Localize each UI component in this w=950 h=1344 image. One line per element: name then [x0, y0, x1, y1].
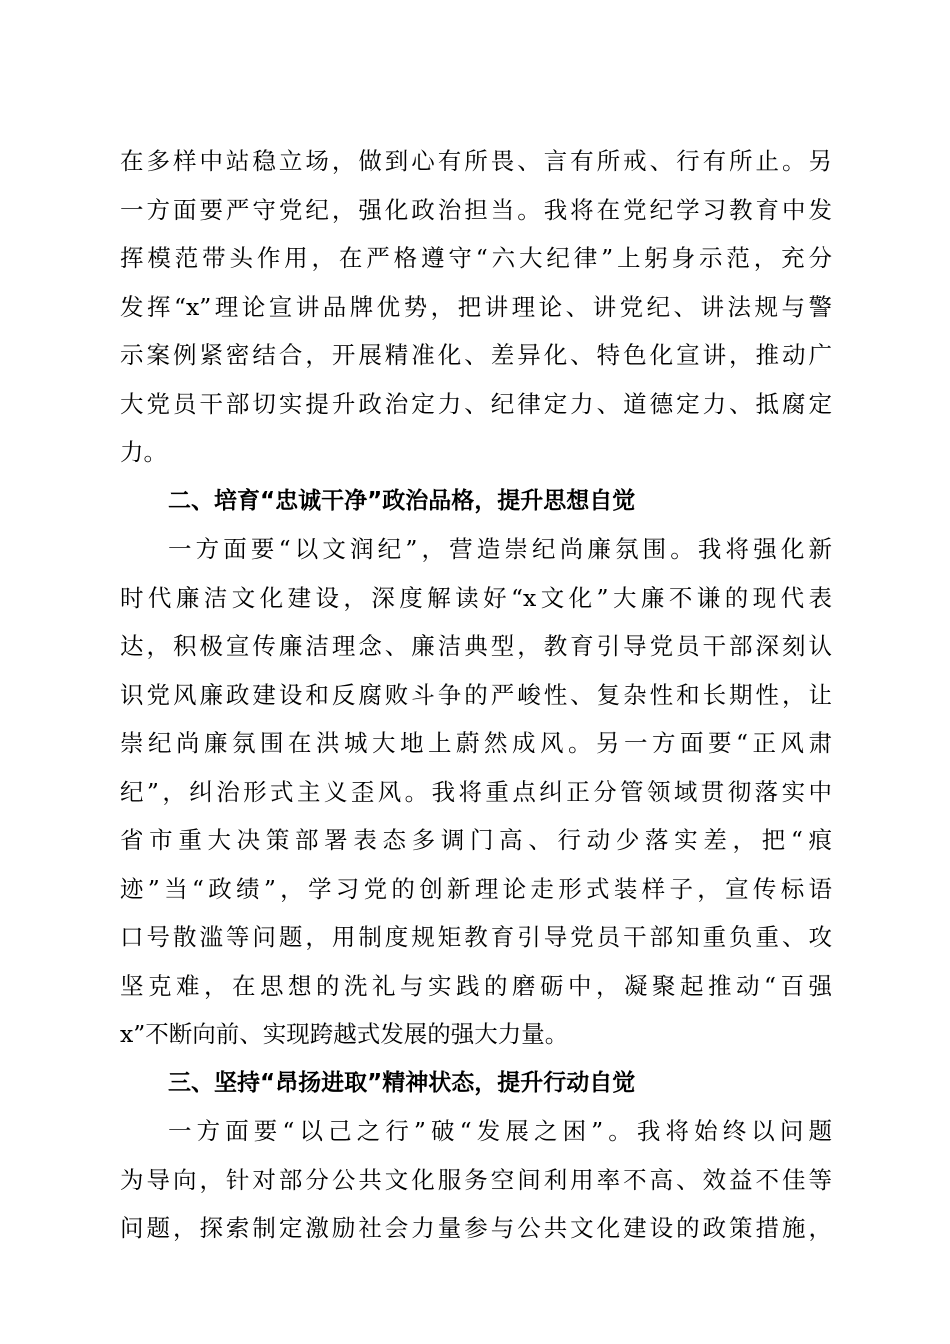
- text-line: 识党风廉政建设和反腐败斗争的严峻性、复杂性和长期性，让: [120, 680, 832, 709]
- text-line: 力。: [120, 438, 167, 466]
- text-line: 口号散滥等问题，用制度规矩教育引导党员干部知重负重、攻: [120, 923, 832, 951]
- text-line: 大党员干部切实提升政治定力、纪律定力、道德定力、抵腐定: [120, 389, 832, 418]
- text-line: 一方面要严守党纪，强化政治担当。我将在党纪学习教育中发: [120, 195, 832, 224]
- text-line: 一方面要“以己之行”破“发展之困”。我将始终以问题: [168, 1117, 832, 1145]
- text-line: 示案例紧密结合，开展精准化、差异化、特色化宣讲，推动广: [120, 341, 832, 369]
- text-line: 坚克难，在思想的洗礼与实践的磨砺中，凝聚起推动“百强: [120, 971, 832, 1000]
- text-line: 问题，探索制定激励社会力量参与公共文化建设的政策措施，: [120, 1214, 832, 1242]
- text-line: 挥模范带头作用，在严格遵守“六大纪律”上躬身示范，充分: [120, 244, 832, 272]
- section-heading-2: 二、培育“忠诚干净”政治品格，提升思想自觉: [168, 487, 636, 514]
- text-line: 发挥“x”理论宣讲品牌优势，把讲理论、讲党纪、讲法规与警: [120, 292, 832, 321]
- text-line: 崇纪尚廉氛围在洪城大地上蔚然成风。另一方面要“正风肃: [120, 729, 832, 757]
- text-line: 省市重大决策部署表态多调门高、行动少落实差，把“痕: [120, 826, 832, 854]
- text-line: 纪”，纠治形式主义歪风。我将重点纠正分管领域贯彻落实中: [120, 777, 832, 806]
- body-text: [120, 137, 832, 1253]
- text-line: 一方面要“以文润纪”，营造崇纪尚廉氛围。我将强化新: [168, 535, 832, 563]
- text-line: 为导向，针对部分公共文化服务空间利用率不高、效益不佳等: [120, 1165, 832, 1194]
- section-heading-3: 三、坚持“昂扬进取”精神状态，提升行动自觉: [168, 1069, 636, 1096]
- text-line: 时代廉洁文化建设，深度解读好“x文化”大廉不谦的现代表: [120, 583, 832, 612]
- text-line: 迹”当“政绩”，学习党的创新理论走形式装样子，宣传标语: [120, 874, 832, 903]
- text-line: x”不断向前、实现跨越式发展的强大力量。: [120, 1020, 569, 1048]
- text-line: 在多样中站稳立场，做到心有所畏、言有所戒、行有所止。另: [120, 147, 832, 175]
- text-line: 达，积极宣传廉洁理念、廉洁典型，教育引导党员干部深刻认: [120, 632, 832, 660]
